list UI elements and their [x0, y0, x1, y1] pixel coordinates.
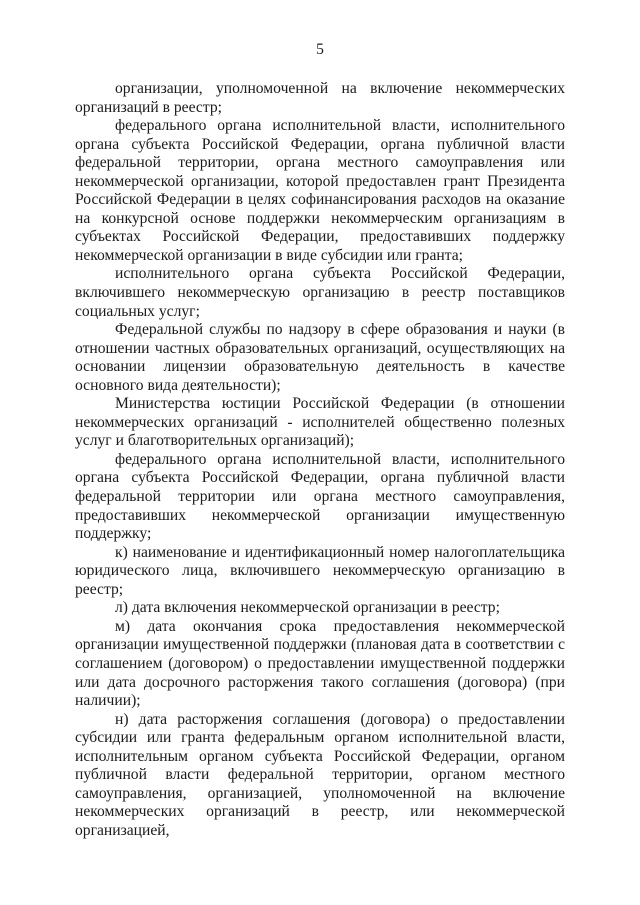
paragraph-property-support-body: федерального органа исполнительной власти, исполнительного органа субъекта Российской Федерации, органа публичной власти федеральной территории или органа местного самоуправления, предоставивших некоммерческой организации имущественную поддержку; [75, 450, 565, 543]
clause-n: н) дата расторжения соглашения (договора) о предоставлении субсидии или гранта федеральным органом исполнительной власти, исполнительным органом субъекта Российской Федерации, органом публичной власти федеральной территории, органом местного самоуправления, организацией, уполномоченной на включение некоммерческих организаций в реестр, или некоммерческой организацией, [75, 710, 565, 839]
clause-m: м) дата окончания срока предоставления некоммерческой организации имущественной поддержки (плановая дата в соответствии с соглашением (договором) о предоставлении имущественной поддержки или дата досрочного расторжения такого соглашения (договора) (при наличии); [75, 617, 565, 710]
clause-l: л) дата включения некоммерческой организации в реестр; [115, 599, 500, 617]
document-body [75, 80, 565, 840]
paragraph-ministry-of-justice: Министерства юстиции Российской Федерации (в отношении некоммерческих организаций - исполнителей общественно полезных услуг и благотворительных организаций); [75, 395, 565, 450]
page-number: 5 [316, 41, 324, 58]
clause-k: к) наименование и идентификационный номер налогоплательщика юридического лица, включившего некоммерческую организацию в реестр; [75, 543, 565, 598]
paragraph-federal-body-grant: федерального органа исполнительной власти, исполнительного органа субъекта Российской Федерации, органа публичной власти федеральной территории, органа местного самоуправления или некоммерческой организации, которой предоставлен грант Президента Российской Федерации в целях софинансирования расходов на оказание на конкурсной основе поддержки некоммерческим организациям в субъектах Российской Федерации, предоставивших поддержку некоммерческой организации в виде субсидии или гранта; [75, 117, 565, 264]
paragraph-regional-body-social-services: исполнительного органа субъекта Российской Федерации, включившего некоммерческую организацию в реестр поставщиков социальных услуг; [75, 265, 565, 320]
paragraph-education-supervision-service: Федеральной службы по надзору в сфере образования и науки (в отношении частных образовательных организаций, осуществляющих на основании лицензии образовательную деятельность в качестве основного вида деятельности); [75, 321, 565, 394]
paragraph-organization-authorized: организации, уполномоченной на включение некоммерческих организаций в реестр; [75, 80, 565, 116]
